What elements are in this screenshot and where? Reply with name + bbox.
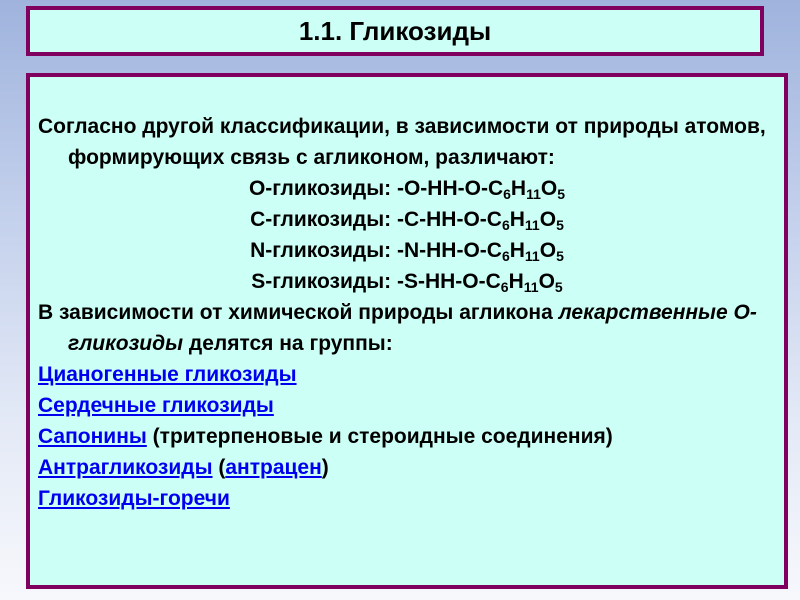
formula-s-glycosides: S-гликозиды: $-S-HH-O-C_6H_{11}O_5$ (251, 270, 563, 295)
groups-paragraph: В зависимости от химической природы агликона лекарственные O-гликозиды делятся на группы: (38, 301, 757, 355)
link-cyanogenic[interactable]: Цианогенные гликозиды (38, 363, 297, 386)
link-cardiac[interactable]: Сердечные гликозиды (38, 394, 274, 417)
group-anthra: Антрагликозиды (антрацен) (38, 456, 329, 479)
link-saponins[interactable]: Сапонины (38, 425, 147, 448)
groups-italic: лекарственные O-гликозиды (68, 301, 757, 355)
group-bitter (38, 483, 776, 514)
slide-title: 1.1. Гликозиды (298, 15, 492, 46)
link-anthra[interactable]: Антрагликозиды (38, 456, 213, 479)
content-box (26, 73, 788, 589)
group-saponins: Сапонины (тритерпеновые и стероидные соединения) (38, 425, 613, 448)
link-anthracene[interactable]: антрацен (225, 456, 322, 479)
title-box (26, 6, 764, 56)
formula-o-glycosides: O-гликозиды: $-O-HH-O-C_6H_{11}O_5$ (248, 177, 566, 202)
group-cardiac (38, 390, 776, 421)
formula-n-glycosides: N-гликозиды: $-N-HH-O-C_6H_{11}O_5$ (250, 239, 564, 264)
group-cyanogenic (38, 359, 776, 390)
intro-paragraph: Согласно другой классификации, в зависимости от природы атомов, формирующих связь с агликоном, различают: (38, 115, 766, 169)
link-bitter[interactable]: Гликозиды-горечи (38, 487, 230, 510)
formula-c-glycosides: C-гликозиды: $-C-HH-O-C_6H_{11}O_5$ (250, 208, 564, 233)
